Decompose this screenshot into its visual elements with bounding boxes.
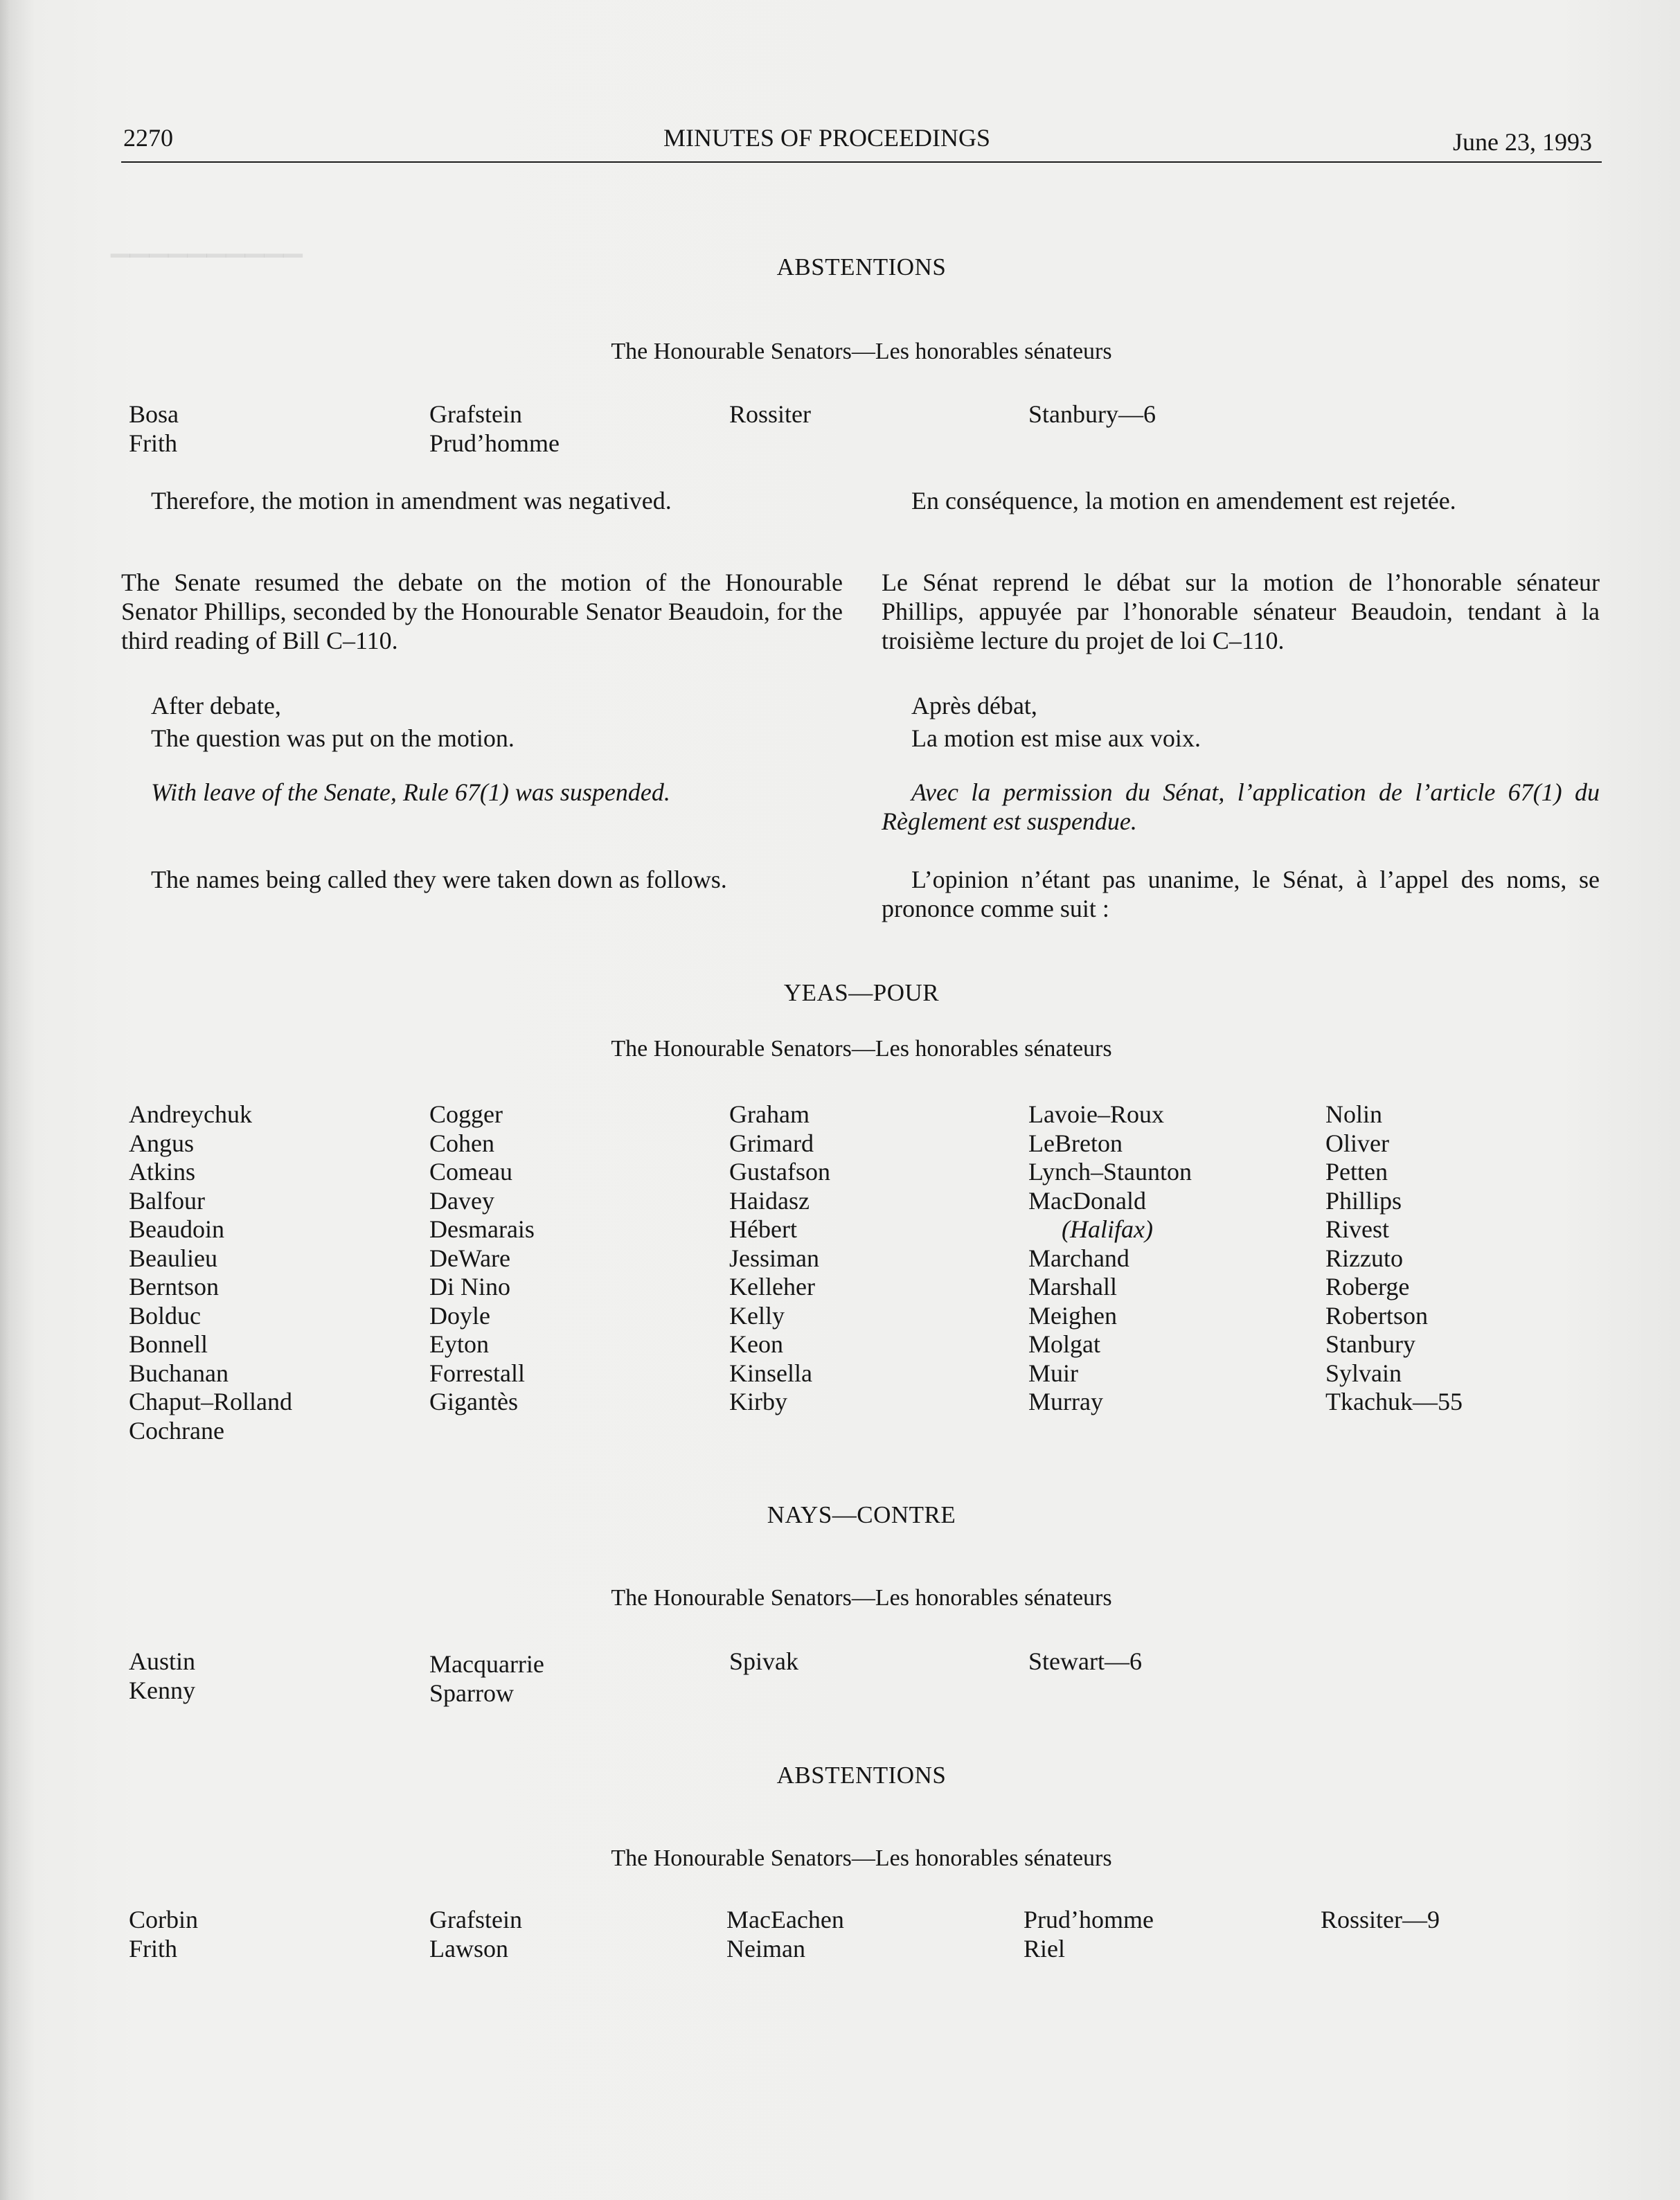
senator-name: Rossiter—9 xyxy=(1321,1906,1440,1933)
senator-name: Molgat xyxy=(1028,1330,1100,1358)
senator-name: Forrestall xyxy=(429,1359,525,1387)
senator-name: Rivest xyxy=(1325,1215,1390,1243)
senator-name: Kinsella xyxy=(729,1359,812,1387)
senator-name: Spivak xyxy=(729,1647,799,1675)
senator-name: Lynch–Staunton xyxy=(1028,1158,1192,1186)
nays-column-2 xyxy=(429,1650,544,1708)
abstentions-column-3 xyxy=(729,400,811,429)
senator-name: Frith xyxy=(129,429,178,457)
senator-name: Beaulieu xyxy=(129,1244,217,1272)
result-french: En conséquence, la motion en amendement est rejetée. xyxy=(911,487,1456,515)
yeas-column-1 xyxy=(129,1100,292,1445)
abstentions-column-4 xyxy=(1024,1906,1154,1963)
yeas-heading: YEAS—POUR xyxy=(783,979,940,1006)
senator-name: Stanbury xyxy=(1325,1330,1415,1358)
page-date: June 23, 1993 xyxy=(1453,128,1592,156)
senator-name: Kenny xyxy=(129,1676,195,1704)
senator-name: Beaudoin xyxy=(129,1215,224,1243)
nays-heading: NAYS—CONTRE xyxy=(767,1501,956,1528)
senator-name: Haidasz xyxy=(729,1186,810,1215)
yeas-column-3 xyxy=(729,1100,830,1417)
after-debate-french: Après débat, xyxy=(911,692,1037,719)
header-rule xyxy=(121,161,1602,163)
abstentions-subheading: The Honourable Senators—Les honorables sénateurs xyxy=(611,339,1112,364)
running-title: MINUTES OF PROCEEDINGS xyxy=(663,124,991,152)
nays-subheading: The Honourable Senators—Les honorables sénateurs xyxy=(611,1585,1112,1611)
senator-name: Kelly xyxy=(729,1301,785,1330)
senator-name: Stanbury—6 xyxy=(1028,400,1156,428)
senator-name: MacEachen xyxy=(726,1906,844,1933)
senator-name: Grafstein xyxy=(429,1906,522,1933)
senator-name: Buchanan xyxy=(129,1359,229,1387)
senator-name: Doyle xyxy=(429,1301,490,1330)
senator-name: Chaput–Rolland xyxy=(129,1388,292,1415)
senator-name: Nolin xyxy=(1325,1100,1383,1128)
senator-name: Di Nino xyxy=(429,1273,510,1300)
senator-name: Kelleher xyxy=(729,1273,815,1300)
senator-name: MacDonald xyxy=(1028,1186,1146,1215)
senator-name: Prud’homme xyxy=(1024,1906,1154,1933)
senator-name: Gigantès xyxy=(429,1388,518,1415)
senator-name: Austin xyxy=(129,1647,196,1675)
senator-name: Gustafson xyxy=(729,1158,830,1186)
senator-name: Eyton xyxy=(429,1330,489,1358)
abstentions-column-2 xyxy=(429,400,560,458)
abstentions-heading: ABSTENTIONS xyxy=(776,253,947,280)
nays-column-3 xyxy=(729,1647,798,1676)
senator-name: Riel xyxy=(1024,1934,1065,1962)
abstentions-column-4 xyxy=(1028,400,1156,429)
senator-name: Sparrow xyxy=(429,1679,514,1707)
senator-name: Stewart—6 xyxy=(1028,1647,1142,1675)
senator-name: Prud’homme xyxy=(429,429,560,457)
senator-name: Angus xyxy=(129,1129,195,1157)
page-number: 2270 xyxy=(123,124,173,152)
senator-name: Petten xyxy=(1325,1158,1388,1186)
leave-english: With leave of the Senate, Rule 67(1) was suspended. xyxy=(151,778,670,806)
abstentions-column-2 xyxy=(429,1906,522,1963)
leave-french xyxy=(882,778,1600,836)
abstentions-column-5 xyxy=(1321,1906,1440,1935)
senator-name: Bonnell xyxy=(129,1330,208,1358)
abstentions-subheading: The Honourable Senators—Les honorables sénateurs xyxy=(611,1845,1112,1871)
senator-name: Tkachuk—55 xyxy=(1325,1388,1463,1415)
senator-name: Grafstein xyxy=(429,400,522,428)
senator-name: Grimard xyxy=(729,1129,814,1157)
senator-name: Marshall xyxy=(1028,1273,1117,1300)
senator-name: Kirby xyxy=(729,1388,787,1415)
senator-name: Desmarais xyxy=(429,1215,535,1243)
senator-name: LeBreton xyxy=(1028,1129,1123,1157)
senator-name: Davey xyxy=(429,1186,494,1215)
senator-name: Comeau xyxy=(429,1158,512,1186)
yeas-column-5 xyxy=(1325,1100,1463,1417)
abstentions-column-1 xyxy=(129,400,179,458)
result-english: Therefore, the motion in amendment was negatived. xyxy=(151,487,672,515)
senator-name: Lavoie–Roux xyxy=(1028,1100,1164,1128)
senator-name: Lawson xyxy=(429,1934,508,1962)
senator-name: Graham xyxy=(729,1100,810,1128)
question-put-english: The question was put on the motion. xyxy=(151,724,515,752)
abstentions-column-3 xyxy=(726,1906,844,1963)
after-debate-english: After debate, xyxy=(151,692,281,719)
senator-name: Berntson xyxy=(129,1273,219,1300)
senator-name: Andreychuk xyxy=(129,1100,252,1128)
senator-name: Macquarrie xyxy=(429,1650,544,1678)
names-called-french-text: L’opinion n’étant pas unanime, le Sénat, à l’appel des noms, se prononce comme suit : xyxy=(882,866,1600,922)
senator-name: Neiman xyxy=(726,1934,805,1962)
debate-english: The Senate resumed the debate on the motion of the Honourable Senator Phillips, seconded by the Honourable Senator Beaudoin, for the third reading of Bill C–110. xyxy=(121,569,843,654)
senator-name: Hébert xyxy=(729,1215,797,1243)
senator-name: Marchand xyxy=(1028,1244,1129,1272)
nays-column-1 xyxy=(129,1647,195,1705)
senator-name: Balfour xyxy=(129,1186,205,1215)
yeas-column-2 xyxy=(429,1100,535,1417)
senator-name: Robertson xyxy=(1325,1301,1428,1330)
senator-name: DeWare xyxy=(429,1244,511,1272)
senator-name: Bolduc xyxy=(129,1301,201,1330)
senator-name: Keon xyxy=(729,1330,783,1358)
question-put-french: La motion est mise aux voix. xyxy=(911,724,1201,752)
senator-name: Roberge xyxy=(1325,1273,1410,1300)
senator-riding: (Halifax) xyxy=(1062,1215,1153,1243)
senator-name: Oliver xyxy=(1325,1129,1389,1157)
bleed-through-decoration: ▁▁▁▁▁▁▁▁▁▁ xyxy=(111,229,303,257)
yeas-subheading: The Honourable Senators—Les honorables sénateurs xyxy=(611,1036,1112,1062)
abstentions-heading: ABSTENTIONS xyxy=(776,1762,947,1789)
names-called-french xyxy=(882,865,1600,923)
senator-name: Cochrane xyxy=(129,1416,224,1445)
leave-french-text: Avec la permission du Sénat, l’application de l’article 67(1) du Règlement est suspendue. xyxy=(882,778,1600,835)
senator-name: Rossiter xyxy=(729,400,812,428)
senator-name: Atkins xyxy=(129,1158,196,1186)
senator-name: Meighen xyxy=(1028,1301,1117,1330)
senator-name: Sylvain xyxy=(1325,1359,1402,1387)
senator-name: Cogger xyxy=(429,1100,503,1128)
nays-column-4 xyxy=(1028,1647,1142,1676)
senator-name: Corbin xyxy=(129,1906,199,1933)
senator-name: Phillips xyxy=(1325,1186,1402,1215)
yeas-column-4 xyxy=(1028,1100,1192,1417)
senator-name: Jessiman xyxy=(729,1244,819,1272)
senator-name: Muir xyxy=(1028,1359,1078,1387)
senator-name: Bosa xyxy=(129,400,179,428)
abstentions-column-1 xyxy=(129,1906,198,1963)
senator-name: Cohen xyxy=(429,1129,494,1157)
names-called-english: The names being called they were taken down as follows. xyxy=(151,866,727,893)
senator-name: Frith xyxy=(129,1934,178,1962)
senator-name: Rizzuto xyxy=(1325,1244,1403,1272)
senator-name: Murray xyxy=(1028,1388,1103,1415)
debate-french: Le Sénat reprend le débat sur la motion de l’honorable sénateur Phillips, appuyée par l’honorable sénateur Beaudoin, tendant à la troisième lecture du projet de loi C–110. xyxy=(882,569,1600,654)
